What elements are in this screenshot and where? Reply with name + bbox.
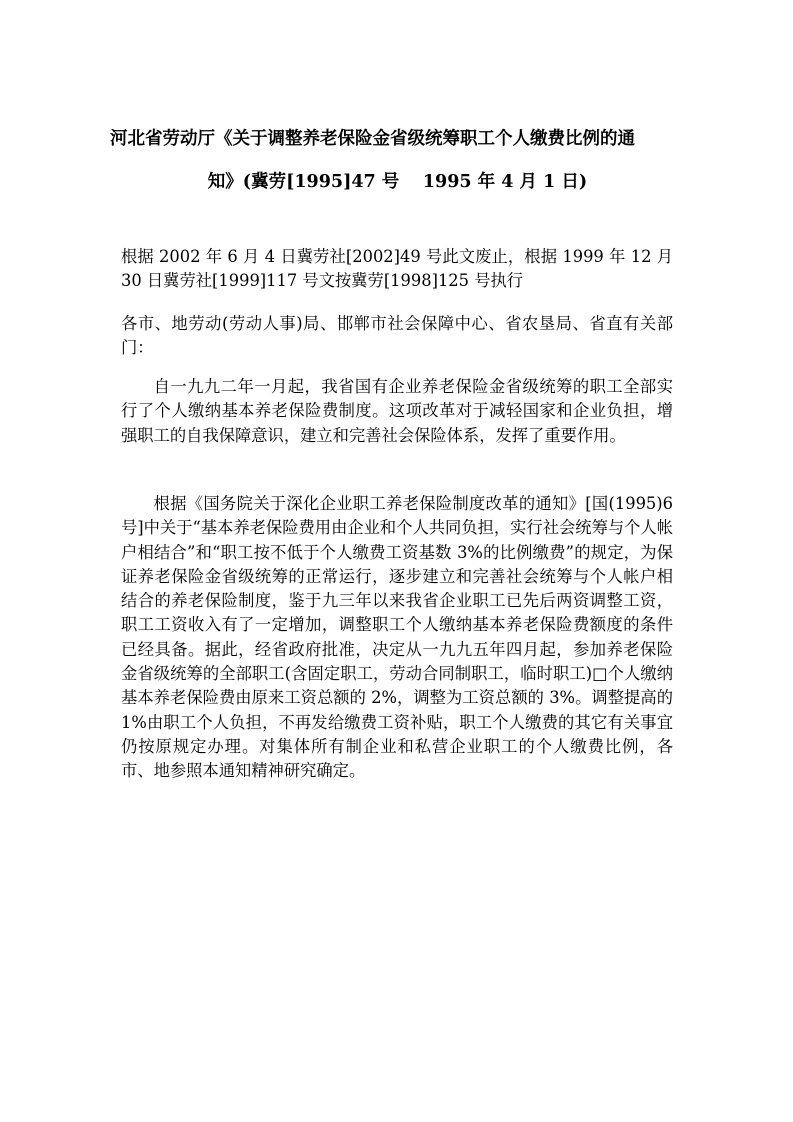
addressee: 各市、地劳动(劳动人事)局、邯郸市社会保障中心、省农垦局、省直有关部门： — [121, 314, 673, 358]
document-title-line-2: 知》(冀劳[1995]47 号 1995 年 4 月 1 日) — [207, 172, 588, 192]
status-note: 根据 2002 年 6 月 4 日冀劳社[2002]49 号此文废止，根据 1999 年 12 月 30 日冀劳社[1999]117 号文按冀劳[1998]125 号执行 — [121, 247, 673, 291]
body-paragraph-1: 自一九九二年一月起，我省国有企业养老保险金省级统筹的职工全部实行了个人缴纳基本养老保险费制度。这项改革对于减轻国家和企业负担，增强职工的自我保障意识，建立和完善社会保险体系，发挥了重要作用。 — [121, 377, 673, 445]
body-paragraph-2: 根据《国务院关于深化企业职工养老保险制度改革的通知》[国(1995)6 号]中关于“基本养老保险费用由企业和个人共同负担，实行社会统筹与个人帐户相结合”和“职工按不低于个人缴费工资基数 3%的比例缴费”的规定，为保证养老保险金省级统筹的正常运行，逐步建立和完善社会统筹与个人帐户相结合的养老保险制度，鉴于九三年以来我省企业职工已先后两资调整工资，职工工资收入有了一定增加，调整职工个人缴纳基本养老保险费额度的条件已经具备。据此，经省政府批准，决定从一九九五年四月起，参加养老保险金省级统筹的全部职工(含固定职工，劳动合同制职工，临时职工)□个人缴纳基本养老保险费由原来工资总额的 2%，调整为工资总额的 3%。调整提高的 1%由职工个人负担，不再发给缴费工资补贴，职工个人缴费的其它有关事宜仍按原规定办理。对集体所有制企业和私营企业职工的个人缴费比例，各市、地参照本通知精神研究确定。 — [121, 494, 673, 781]
document-title-line-1: 河北省劳动厅《关于调整养老保险金省级统筹职工个人缴费比例的通 — [110, 129, 635, 149]
